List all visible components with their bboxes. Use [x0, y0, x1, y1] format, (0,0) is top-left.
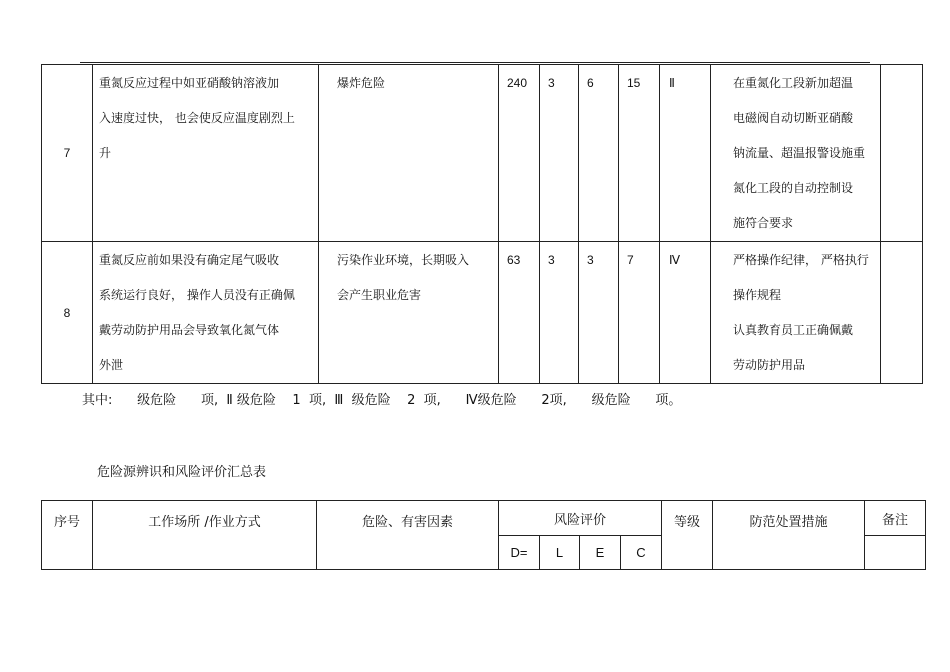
header-measures: 防范处置措施 [713, 501, 865, 570]
measures-cell-line: 电磁阀自动切断亚硝酸 [733, 111, 854, 125]
hazard-cell-line: 污染作业环境，长期吸入 [337, 253, 470, 267]
level-cell: Ⅳ [660, 242, 711, 384]
value-d: 63 [499, 242, 540, 384]
table-row [42, 65, 923, 242]
activity-cell-line: 升 [99, 146, 112, 160]
activity-cell-line: 入速度过快， 也会使反应温度剧烈上 [99, 111, 295, 125]
sub-c: C [621, 536, 662, 570]
table2-title: 危险源辨识和风险评价汇总表 [97, 465, 267, 480]
value-e: 6 [579, 65, 619, 242]
page-cutoff [0, 570, 950, 672]
header-remark: 备注 [865, 501, 926, 536]
activity-cell-line: 重氮反应过程中如亚硝酸钠溶液加 [99, 76, 280, 90]
hazard-cell [319, 242, 499, 384]
measures-cell-line: 认真教育员工正确佩戴 [733, 323, 854, 337]
value-l: 3 [540, 65, 579, 242]
measures-cell-line: 操作规程 [733, 288, 782, 302]
hazard-cell-line: 爆炸危险 [337, 76, 386, 90]
remark-cell [881, 242, 923, 384]
header-workplace: 工作场所 /作业方式 [93, 501, 317, 570]
activity-cell-line: 重氮反应前如果没有确定尾气吸收 [99, 253, 280, 267]
measures-cell [711, 65, 881, 242]
activity-cell [93, 65, 319, 242]
activity-cell-line: 戴劳动防护用品会导致氧化氮气体 [99, 323, 280, 337]
sub-e: E [580, 536, 621, 570]
measures-cell-line: 严格操作纪律， 严格执行 [733, 253, 869, 267]
value-l: 3 [540, 242, 579, 384]
row-number: 8 [42, 242, 93, 384]
hazard-table [41, 64, 923, 384]
measures-cell-line: 钠流量、超温报警设施重 [733, 146, 866, 160]
table-row [42, 242, 923, 384]
row-number: 7 [42, 65, 93, 242]
hazard-cell [319, 65, 499, 242]
measures-cell-line: 施符合要求 [733, 216, 794, 230]
header-no: 序号 [42, 501, 93, 570]
level-cell: Ⅱ [660, 65, 711, 242]
measures-cell-line: 氮化工段的自动控制设 [733, 181, 854, 195]
value-e: 3 [579, 242, 619, 384]
activity-cell-line: 系统运行良好， 操作人员没有正确佩 [99, 288, 295, 302]
measures-cell [711, 242, 881, 384]
activity-cell [93, 242, 319, 384]
header-risk: 风险评价 [499, 501, 662, 536]
header-hazard: 危险、有害因素 [317, 501, 499, 570]
summary-line: 其中: 级危险 项, Ⅱ 级危险 1 项, Ⅲ 级危险 2 项, Ⅳ级危险 2项, 级危险 项。 [82, 393, 682, 408]
value-d: 240 [499, 65, 540, 242]
sub-l: L [540, 536, 580, 570]
value-c: 7 [619, 242, 660, 384]
remark-cell [881, 65, 923, 242]
value-c: 15 [619, 65, 660, 242]
sub-remark [865, 536, 926, 570]
top-rule [80, 62, 870, 63]
header-level: 等级 [662, 501, 713, 570]
measures-cell-line: 在重氮化工段新加超温 [733, 76, 854, 90]
activity-cell-line: 外泄 [99, 358, 124, 372]
hazard-cell-line: 会产生职业危害 [337, 288, 422, 302]
measures-cell-line: 劳动防护用品 [733, 358, 806, 372]
sub-d: D= [499, 536, 540, 570]
